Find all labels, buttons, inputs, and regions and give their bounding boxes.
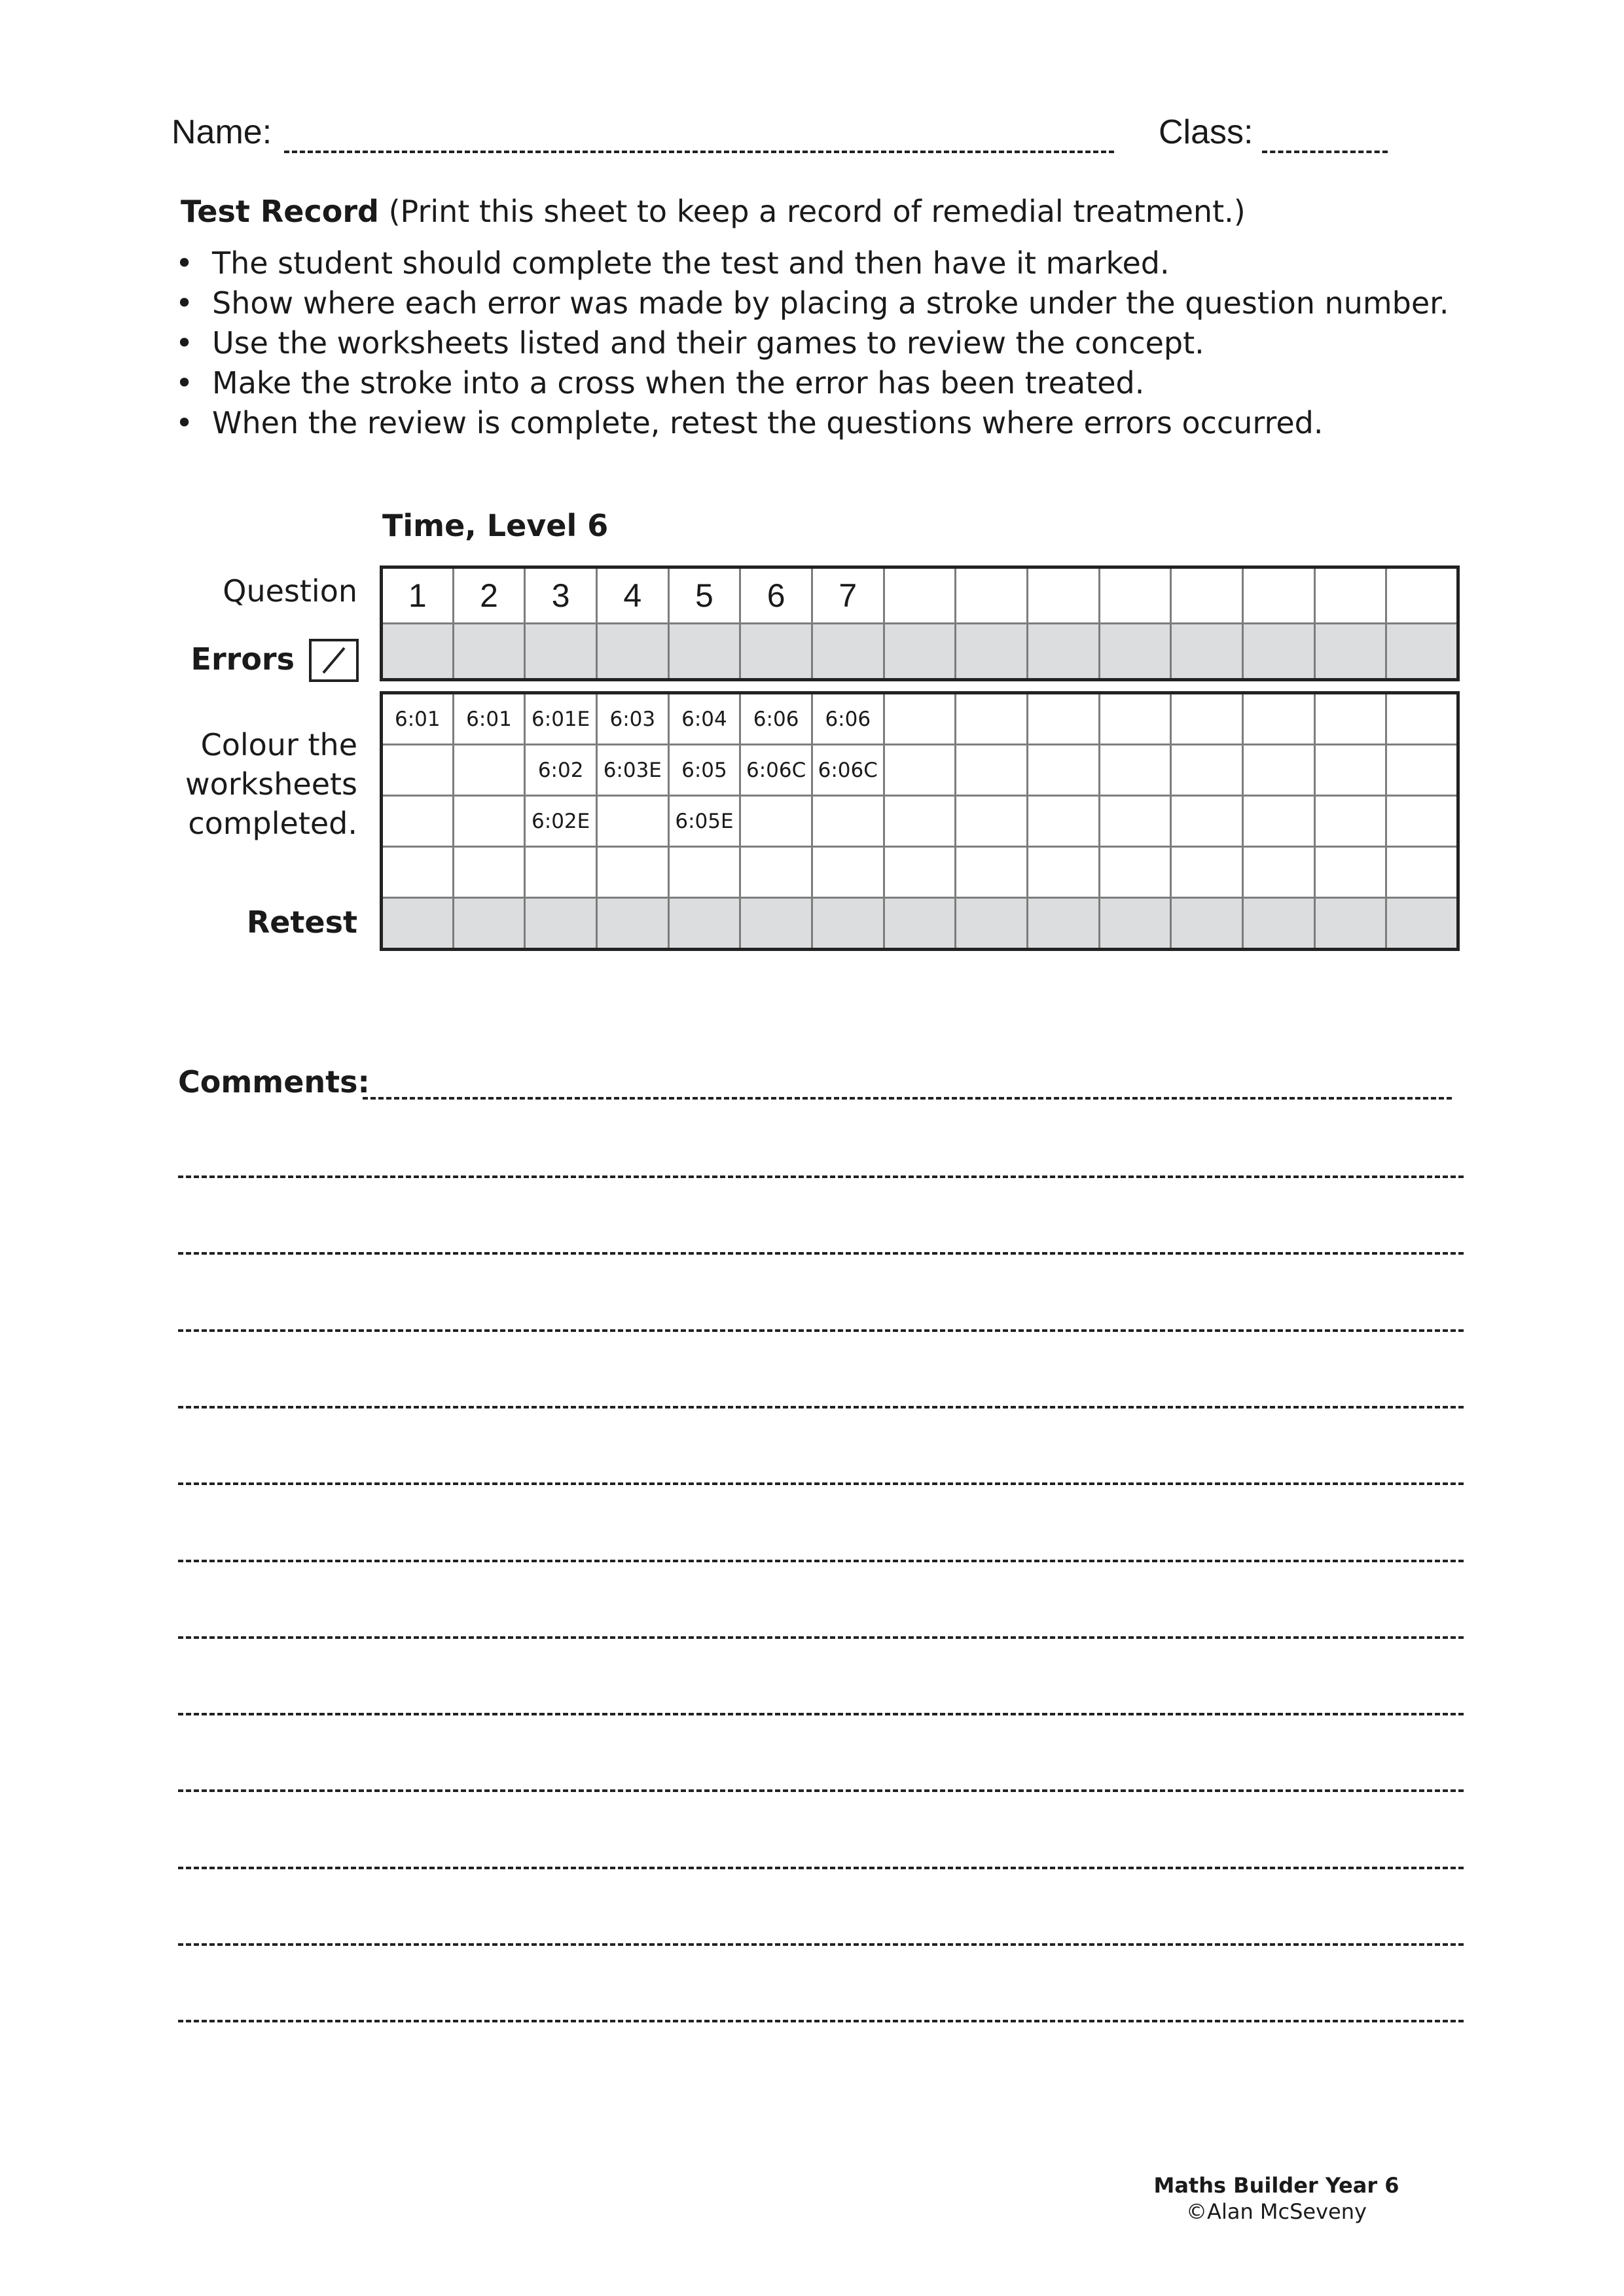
worksheet-cell[interactable]: 6:05E — [668, 796, 740, 847]
question-number-cell — [884, 567, 956, 624]
footer-book: Maths Builder Year 6 — [1153, 2173, 1399, 2198]
error-mark-cell[interactable] — [1027, 624, 1099, 680]
error-mark-cell[interactable] — [1171, 624, 1243, 680]
worksheet-cell[interactable] — [1099, 745, 1171, 796]
question-number-cell: 4 — [596, 567, 668, 624]
retest-cell[interactable] — [956, 898, 1028, 950]
worksheet-cell[interactable] — [382, 847, 454, 898]
worksheet-cell[interactable] — [1242, 796, 1314, 847]
retest-cell[interactable] — [1099, 898, 1171, 950]
name-label: Name: — [171, 113, 272, 151]
comments-label: Comments: — [178, 1064, 370, 1100]
worksheets-label-line: completed. — [188, 806, 357, 841]
comment-line[interactable] — [178, 1943, 1464, 1946]
comment-line[interactable] — [178, 1406, 1464, 1408]
error-mark-cell[interactable] — [884, 624, 956, 680]
retest-cell[interactable] — [812, 898, 884, 950]
comment-line[interactable] — [178, 1789, 1464, 1792]
retest-cell[interactable] — [453, 898, 525, 950]
worksheet-cell[interactable] — [884, 693, 956, 745]
retest-cell[interactable] — [1171, 898, 1243, 950]
worksheet-cell[interactable] — [1171, 745, 1243, 796]
retest-cell[interactable] — [382, 898, 454, 950]
worksheet-cell[interactable] — [668, 847, 740, 898]
intro-heading — [181, 194, 1246, 229]
retest-label: Retest — [246, 905, 357, 940]
worksheet-cell[interactable] — [884, 745, 956, 796]
question-number-cell — [1027, 567, 1099, 624]
error-mark-cell[interactable] — [956, 624, 1028, 680]
worksheet-cell[interactable] — [1242, 693, 1314, 745]
worksheet-cell[interactable] — [1027, 847, 1099, 898]
retest-cell[interactable] — [884, 898, 956, 950]
comment-line[interactable] — [178, 1560, 1464, 1562]
retest-cell[interactable] — [1242, 898, 1314, 950]
worksheet-cell[interactable] — [1314, 847, 1386, 898]
worksheet-cell[interactable] — [1386, 745, 1458, 796]
instruction-item: • Show where each error was made by placing a stroke under the question number. — [175, 283, 1449, 323]
worksheet-cell[interactable] — [453, 796, 525, 847]
error-mark-cell[interactable] — [1242, 624, 1314, 680]
question-number-cell: 6 — [740, 567, 812, 624]
worksheet-cell[interactable] — [740, 796, 812, 847]
instruction-item: • The student should complete the test and then have it marked. — [175, 243, 1449, 283]
worksheet-cell[interactable] — [382, 745, 454, 796]
worksheet-cell[interactable] — [812, 847, 884, 898]
worksheet-cell[interactable] — [956, 693, 1028, 745]
worksheet-cell[interactable] — [1171, 693, 1243, 745]
error-mark-cell[interactable] — [1314, 624, 1386, 680]
error-mark-cell[interactable] — [1386, 624, 1458, 680]
worksheet-cell[interactable] — [453, 847, 525, 898]
worksheets-label-line: Colour the — [200, 727, 357, 762]
worksheet-cell[interactable] — [382, 796, 454, 847]
error-mark-cell[interactable] — [596, 624, 668, 680]
worksheet-cell[interactable] — [1386, 796, 1458, 847]
question-number-cell — [1386, 567, 1458, 624]
worksheet-cell[interactable] — [1314, 796, 1386, 847]
worksheet-cell[interactable]: 6:02 — [525, 745, 597, 796]
error-mark-cell[interactable] — [668, 624, 740, 680]
worksheet-cell[interactable]: 6:03E — [596, 745, 668, 796]
retest-cell[interactable] — [596, 898, 668, 950]
worksheet-cell[interactable]: 6:02E — [525, 796, 597, 847]
class-label: Class: — [1159, 113, 1254, 151]
error-mark-cell[interactable] — [740, 624, 812, 680]
worksheet-cell[interactable] — [1027, 745, 1099, 796]
worksheet-cell[interactable]: 6:06 — [812, 693, 884, 745]
worksheet-row — [382, 796, 1458, 847]
question-number-cell: 3 — [525, 567, 597, 624]
worksheet-cell[interactable] — [1314, 693, 1386, 745]
comment-line[interactable] — [178, 1482, 1464, 1485]
worksheets-label-line: worksheets — [185, 766, 357, 802]
intro-subtitle: (Print this sheet to keep a record of remedial treatment.) — [388, 194, 1246, 229]
worksheet-cell[interactable] — [1171, 847, 1243, 898]
errors-row — [382, 624, 1458, 680]
worksheet-cell[interactable] — [740, 847, 812, 898]
worksheet-cell[interactable] — [1027, 693, 1099, 745]
worksheet-cell[interactable] — [1386, 693, 1458, 745]
comment-line[interactable] — [178, 1252, 1464, 1255]
grid-title: Time, Level 6 — [382, 508, 609, 543]
retest-row — [382, 898, 1458, 950]
worksheet-cell[interactable]: 6:06C — [812, 745, 884, 796]
retest-cell[interactable] — [525, 898, 597, 950]
worksheet-cell[interactable]: 6:01E — [525, 693, 597, 745]
worksheet-cell[interactable] — [453, 745, 525, 796]
comment-line[interactable] — [178, 2020, 1464, 2022]
error-mark-cell[interactable] — [382, 624, 454, 680]
worksheet-cell[interactable]: 6:04 — [668, 693, 740, 745]
instruction-item: • When the review is complete, retest the questions where errors occurred. — [175, 403, 1449, 443]
instruction-list — [175, 243, 1449, 443]
error-mark-cell[interactable] — [1099, 624, 1171, 680]
worksheet-cell[interactable] — [812, 796, 884, 847]
retest-cell[interactable] — [1027, 898, 1099, 950]
errors-label: Errors — [190, 641, 295, 677]
retest-cell[interactable] — [668, 898, 740, 950]
worksheet-cell[interactable] — [525, 847, 597, 898]
comment-line[interactable] — [178, 1713, 1464, 1715]
worksheets-label — [131, 725, 357, 843]
worksheet-cell[interactable]: 6:01 — [453, 693, 525, 745]
question-number-cell: 2 — [453, 567, 525, 624]
worksheet-cell[interactable] — [1171, 796, 1243, 847]
question-number-cell — [1314, 567, 1386, 624]
name-field[interactable] — [284, 151, 1114, 153]
comment-line[interactable] — [178, 1867, 1464, 1869]
worksheet-cell[interactable] — [596, 796, 668, 847]
question-number-cell: 1 — [382, 567, 454, 624]
question-grid — [380, 565, 1460, 681]
question-number-cell: 7 — [812, 567, 884, 624]
worksheet-cell[interactable] — [1242, 847, 1314, 898]
worksheet-cell[interactable] — [596, 847, 668, 898]
error-mark-cell[interactable] — [812, 624, 884, 680]
error-mark-cell[interactable] — [453, 624, 525, 680]
worksheet-cell[interactable] — [956, 745, 1028, 796]
question-number-cell — [1242, 567, 1314, 624]
stroke-icon — [312, 641, 356, 679]
question-number-cell — [956, 567, 1028, 624]
question-number-cell: 5 — [668, 567, 740, 624]
intro-title: Test Record — [181, 194, 379, 229]
question-number-cell — [1099, 567, 1171, 624]
worksheet-cell[interactable] — [1314, 745, 1386, 796]
comment-line[interactable] — [178, 1329, 1464, 1332]
worksheet-cell[interactable] — [1099, 796, 1171, 847]
footer-copyright: ©Alan McSeveny — [1186, 2199, 1367, 2224]
worksheet-row — [382, 847, 1458, 898]
comment-line[interactable] — [178, 1175, 1464, 1178]
worksheet-cell[interactable] — [1099, 693, 1171, 745]
worksheet-cell[interactable]: 6:06C — [740, 745, 812, 796]
worksheet-cell[interactable]: 6:01 — [382, 693, 454, 745]
comment-line[interactable] — [178, 1636, 1464, 1639]
question-number-cell — [1171, 567, 1243, 624]
worksheet-cell[interactable] — [956, 847, 1028, 898]
retest-cell[interactable] — [1386, 898, 1458, 950]
worksheet-cell[interactable] — [1386, 847, 1458, 898]
errors-stroke-key — [309, 639, 359, 682]
question-row — [382, 567, 1458, 624]
worksheet-row — [382, 693, 1458, 745]
question-label: Question — [223, 573, 357, 609]
class-field[interactable] — [1262, 151, 1388, 153]
worksheet-grid — [380, 691, 1460, 951]
worksheet-cell[interactable] — [1242, 745, 1314, 796]
worksheet-cell[interactable]: 6:06 — [740, 693, 812, 745]
instruction-item: • Use the worksheets listed and their games to review the concept. — [175, 323, 1449, 363]
retest-cell[interactable] — [740, 898, 812, 950]
worksheet-cell[interactable] — [884, 796, 956, 847]
error-mark-cell[interactable] — [525, 624, 597, 680]
worksheet-row — [382, 745, 1458, 796]
instruction-item: • Make the stroke into a cross when the error has been treated. — [175, 363, 1449, 403]
worksheet-cell[interactable]: 6:05 — [668, 745, 740, 796]
comments-line[interactable] — [363, 1097, 1452, 1100]
worksheet-cell[interactable] — [1027, 796, 1099, 847]
worksheet-cell[interactable]: 6:03 — [596, 693, 668, 745]
worksheet-cell[interactable] — [884, 847, 956, 898]
worksheet-cell[interactable] — [1099, 847, 1171, 898]
retest-cell[interactable] — [1314, 898, 1386, 950]
worksheet-cell[interactable] — [956, 796, 1028, 847]
